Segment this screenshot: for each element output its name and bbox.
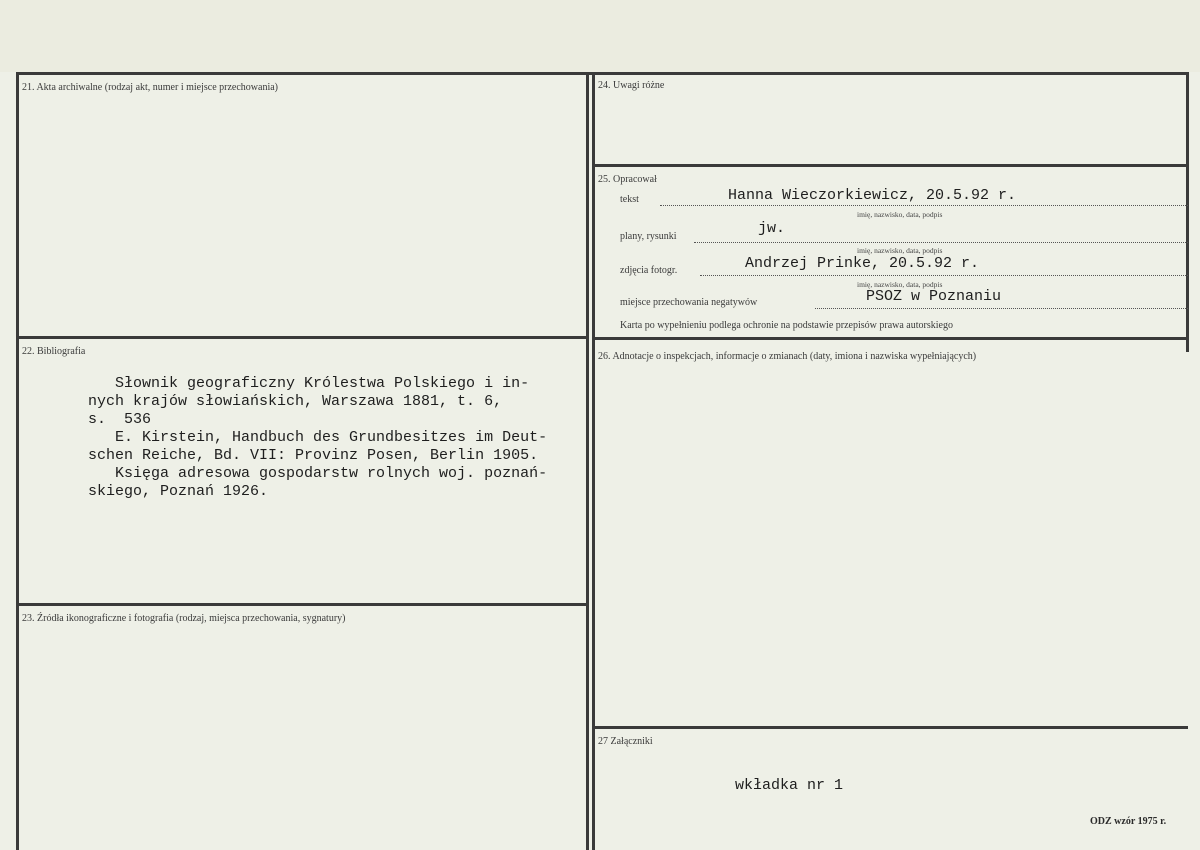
copyright-notice: Karta po wypełnieniu podlega ochronie na podstawie przepisów prawa autorskiego: [620, 320, 953, 331]
section-25-label: 25. Opracował: [598, 174, 657, 185]
tekst-label: tekst: [620, 194, 639, 205]
divider-24-25: [592, 164, 1188, 167]
divider-26-27: [592, 726, 1188, 729]
zdjecia-caption: imię, nazwisko, data, podpis: [857, 280, 943, 289]
frame-right-line: [1186, 72, 1189, 352]
frame-left-line: [16, 72, 19, 850]
divider-22-23: [16, 603, 588, 606]
miejsce-dotted-line: [815, 308, 1188, 309]
attachment-value: wkładka nr 1: [735, 777, 844, 794]
frame-inner-line: [592, 72, 595, 850]
tekst-caption: imię, nazwisko, data, podpis: [857, 210, 943, 219]
form-code: ODZ wzór 1975 r.: [1090, 816, 1167, 827]
zdjecia-dotted-line: [700, 275, 1188, 276]
zdjecia-label: zdjęcia fotogr.: [620, 265, 678, 276]
zdjecia-value: Andrzej Prinke, 20.5.92 r.: [745, 255, 980, 272]
section-22-label: 22. Bibliografia: [22, 346, 86, 357]
plany-value: jw.: [758, 220, 786, 237]
bibliography-line: nych krajów słowiańskich, Warszawa 1881, t. 6,: [88, 393, 503, 410]
section-26-label: 26. Adnotacje o inspekcjach, informacje o zmianach (daty, imiona i nazwiska wypełniających): [598, 351, 977, 362]
tekst-dotted-line: [660, 205, 1188, 206]
miejsce-label: miejsce przechowania negatywów: [620, 297, 758, 308]
section-27-label: 27 Załączniki: [598, 736, 653, 747]
frame-top-line: [16, 72, 1188, 75]
bibliography-line: schen Reiche, Bd. VII: Provinz Posen, Berlin 1905.: [88, 447, 539, 464]
miejsce-value: PSOZ w Poznaniu: [866, 288, 1002, 305]
divider-25-26: [592, 337, 1188, 340]
section-23-label: 23. Źródła ikonograficzne i fotografia (rodzaj, miejsca przechowania, sygnatury): [22, 613, 346, 624]
bibliography-line: E. Kirstein, Handbuch des Grundbesitzes im Deut-: [88, 429, 548, 446]
bibliography-text: [88, 375, 588, 501]
section-24-label: 24. Uwagi różne: [598, 80, 665, 91]
plany-caption: imię, nazwisko, data, podpis: [857, 246, 943, 255]
plany-label: plany, rysunki: [620, 231, 677, 242]
bibliography-line: Księga adresowa gospodarstw rolnych woj. poznań-: [88, 465, 548, 482]
plany-dotted-line: [694, 242, 1188, 243]
bibliography-line: skiego, Poznań 1926.: [88, 483, 269, 500]
bibliography-line: s. 536: [88, 411, 152, 428]
tekst-value: Hanna Wieczorkiewicz, 20.5.92 r.: [728, 187, 1017, 204]
section-21-label: 21. Akta archiwalne (rodzaj akt, numer i miejsce przechowania): [22, 82, 279, 93]
top-margin-band: [0, 0, 1200, 72]
divider-21-22: [16, 336, 588, 339]
bibliography-line: Słownik geograficzny Królestwa Polskiego i in-: [88, 375, 530, 392]
